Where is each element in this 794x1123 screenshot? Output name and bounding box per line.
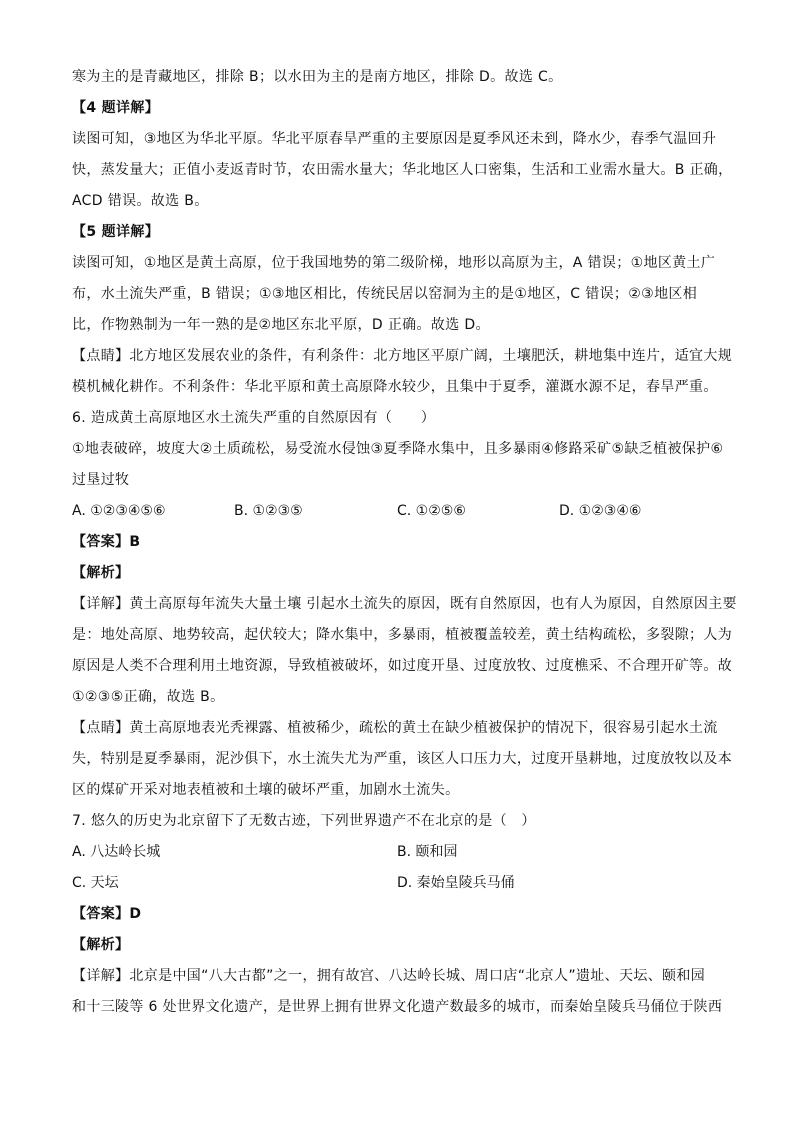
tip-paragraph: 【点睛】北方地区发展农业的条件，有利条件：北方地区平原广阔，土壤肥沃，耕地集中连片，适宜大规: [72, 348, 733, 364]
section-heading: 【4 题详解】: [72, 100, 160, 116]
option-a: A. ①②③④⑤⑥: [72, 503, 166, 519]
option-a: A. 八达岭长城: [72, 844, 161, 860]
text-line: 失，特别是夏季暴雨，泥沙俱下，水土流失尤为严重，该区人口压力大，过度开垦耕地，过度放牧以及本: [72, 751, 733, 767]
text-line: 过垦过牧: [72, 472, 130, 488]
option-c: C. ①②⑤⑥: [397, 503, 466, 519]
question-7-stem: 7. 悠久的历史为北京留下了无数古迹，下列世界遗产不在北京的是（ ）: [72, 813, 536, 829]
option-c: C. 天坛: [72, 875, 119, 891]
answer-label: 【答案】D: [72, 906, 142, 922]
text-line: 【详解】黄土高原每年流失大量土壤 引起水土流失的原因，既有自然原因，也有人为原因，自然原因主要: [72, 596, 737, 612]
option-b: B. 颐和园: [397, 844, 458, 860]
text-line: 和十三陵等 6 处世界文化遗产，是世界上拥有世界文化遗产数最多的城市，而秦始皇陵兵马俑位于陕西: [72, 999, 723, 1015]
option-d: D. ①②③④⑥: [559, 503, 642, 519]
text-line: 原因是人类不合理利用土地资源，导致植被破坏，如过度开垦、过度放牧、过度樵采、不合理开矿等。故: [72, 658, 733, 674]
text-line: 读图可知，③地区为华北平原。华北平原春旱严重的主要原因是夏季风还未到，降水少，春季气温回升: [72, 131, 717, 147]
answer-label: 【答案】B: [72, 534, 141, 550]
option-b: B. ①②③⑤: [234, 503, 303, 519]
text-line: 是：地处高原、地势较高，起伏较大；降水集中，多暴雨，植被覆盖较差，黄土结构疏松，多裂隙；人为: [72, 627, 733, 643]
text-line: 区的煤矿开采对地表植被和土壤的破坏严重，加剧水土流失。: [72, 782, 460, 798]
question-6-options: [72, 496, 726, 527]
question-7-options-row1: [72, 837, 726, 868]
section-heading: 【5 题详解】: [72, 224, 160, 240]
option-d: D. 秦始皇陵兵马俑: [397, 875, 515, 891]
text-line: ACD 错误。故选 B。: [72, 193, 209, 209]
text-line: ①②③⑤正确，故选 B。: [72, 689, 225, 705]
question-6-stem: 6. 造成黄土高原地区水土流失严重的自然原因有（ ）: [72, 410, 436, 426]
analysis-label: 【解析】: [72, 937, 130, 953]
text-line: ①地表破碎，坡度大②土质疏松，易受流水侵蚀③夏季降水集中，且多暴雨④修路采矿⑤缺乏植被保护⑥: [72, 441, 724, 457]
tip-paragraph: 【点睛】黄土高原地表光秃裸露、植被稀少，疏松的黄土在缺少植被保护的情况下，很容易引起水土流: [72, 720, 718, 736]
text-line: 【详解】北京是中国“八大古都”之一，拥有故宫、八达岭长城、周口店“北京人”遗址、天坛、颐和园: [72, 968, 706, 984]
text-line: 布，水土流失严重，B 错误；①③地区相比，传统民居以窑洞为主的是①地区，C 错误；②③地区相: [72, 286, 698, 302]
text-line: 快，蒸发量大；正值小麦返青时节，农田需水量大；华北地区人口密集，生活和工业需水量大。B 正确，: [72, 162, 733, 178]
text-line: 比，作物熟制为一年一熟的是②地区东北平原，D 正确。故选 D。: [72, 317, 490, 333]
question-7-options-row2: [72, 868, 726, 899]
analysis-label: 【解析】: [72, 565, 130, 581]
document-page: [72, 62, 737, 1023]
text-line: 模机械化耕作。不利条件：华北平原和黄土高原降水较少，且集中于夏季，灌溉水源不足，春旱严重。: [72, 379, 718, 395]
text-line: 寒为主的是青藏地区，排除 B；以水田为主的是南方地区，排除 D。故选 C。: [72, 69, 563, 85]
text-line: 读图可知，①地区是黄土高原，位于我国地势的第二级阶梯，地形以高原为主，A 错误；①地区黄土广: [72, 255, 716, 271]
